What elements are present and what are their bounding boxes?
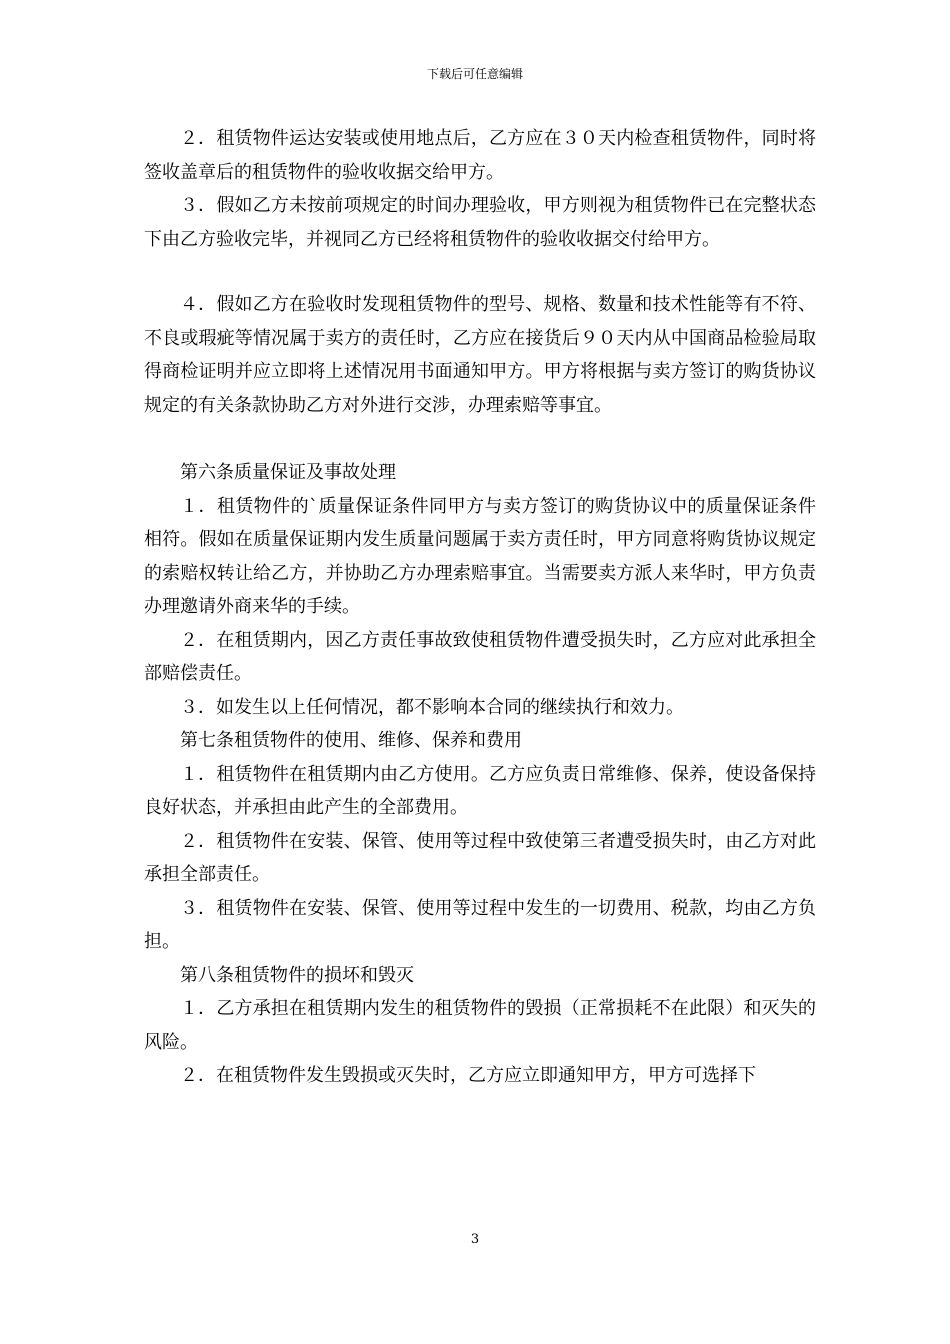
- paragraph-article5-item3: ３．假如乙方未按前项规定的时间办理验收，甲方则视为租赁物件已在完整状态下由乙方验收完毕，并视同乙方已经将租赁物件的验收收据交付给甲方。: [144, 195, 816, 250]
- heading-article8: 第八条租赁物件的损坏和毁灭: [180, 964, 414, 986]
- paragraph-article5-item4: ４．假如乙方在验收时发现租赁物件的型号、规格、数量和技术性能等有不符、不良或瑕疵等情况属于卖方的责任时，乙方应在接货后９０天内从中国商品检验局取得商检证明并应立即将上述情况用书面通知甲方。甲方将根据与卖方签订的购货协议规定的有关条款协助乙方对外进行交涉，办理索赔等事宜。: [144, 294, 816, 416]
- document-body: [144, 122, 816, 1093]
- paragraph-article7-item1: １．租赁物件在租赁期内由乙方使用。乙方应负责日常维修、保养，使设备保持良好状态，并承担由此产生的全部费用。: [144, 763, 816, 818]
- paragraph-article6-item1: １．租赁物件的`质量保证条件同甲方与卖方签订的购货协议中的质量保证条件相符。假如在质量保证期内发生质量问题属于卖方责任时，甲方同意将购货协议规定的索赔权转让给乙方，并协助乙方办理索赔事宜。当需要卖方派人来华时，甲方负责办理邀请外商来华的手续。: [144, 495, 816, 617]
- paragraph-article8-item2: ２．在租赁物件发生毁损或灭失时，乙方应立即通知甲方，甲方可选择下: [180, 1065, 756, 1086]
- page-header: 下载后可任意编辑: [426, 67, 523, 81]
- paragraph-article6-item2: ２．在租赁期内，因乙方责任事故致使租赁物件遭受损失时，乙方应对此承担全部赔偿责任。: [144, 629, 816, 684]
- heading-article6: 第六条质量保证及事故处理: [180, 462, 396, 483]
- paragraph-article5-item2: ２．租赁物件运达安装或使用地点后，乙方应在３０天内检查租赁物件，同时将签收盖章后的租赁物件的验收收据交给甲方。: [144, 128, 816, 183]
- paragraph-article7-item3: ３．租赁物件在安装、保管、使用等过程中发生的一切费用、税款，均由乙方负担。: [144, 897, 816, 952]
- heading-article7: 第七条租赁物件的使用、维修、保养和费用: [180, 730, 522, 751]
- paragraph-article8-item1: １．乙方承担在租赁期内发生的租赁物件的毁损（正常损耗不在此限）和灭失的风险。: [144, 998, 816, 1053]
- page-number: 3: [470, 1232, 480, 1247]
- paragraph-article7-item2: ２．租赁物件在安装、保管、使用等过程中致使第三者遭受损失时，由乙方对此承担全部责任。: [144, 830, 816, 885]
- paragraph-article6-item3: ３．如发生以上任何情况，都不影响本合同的继续执行和效力。: [180, 696, 684, 718]
